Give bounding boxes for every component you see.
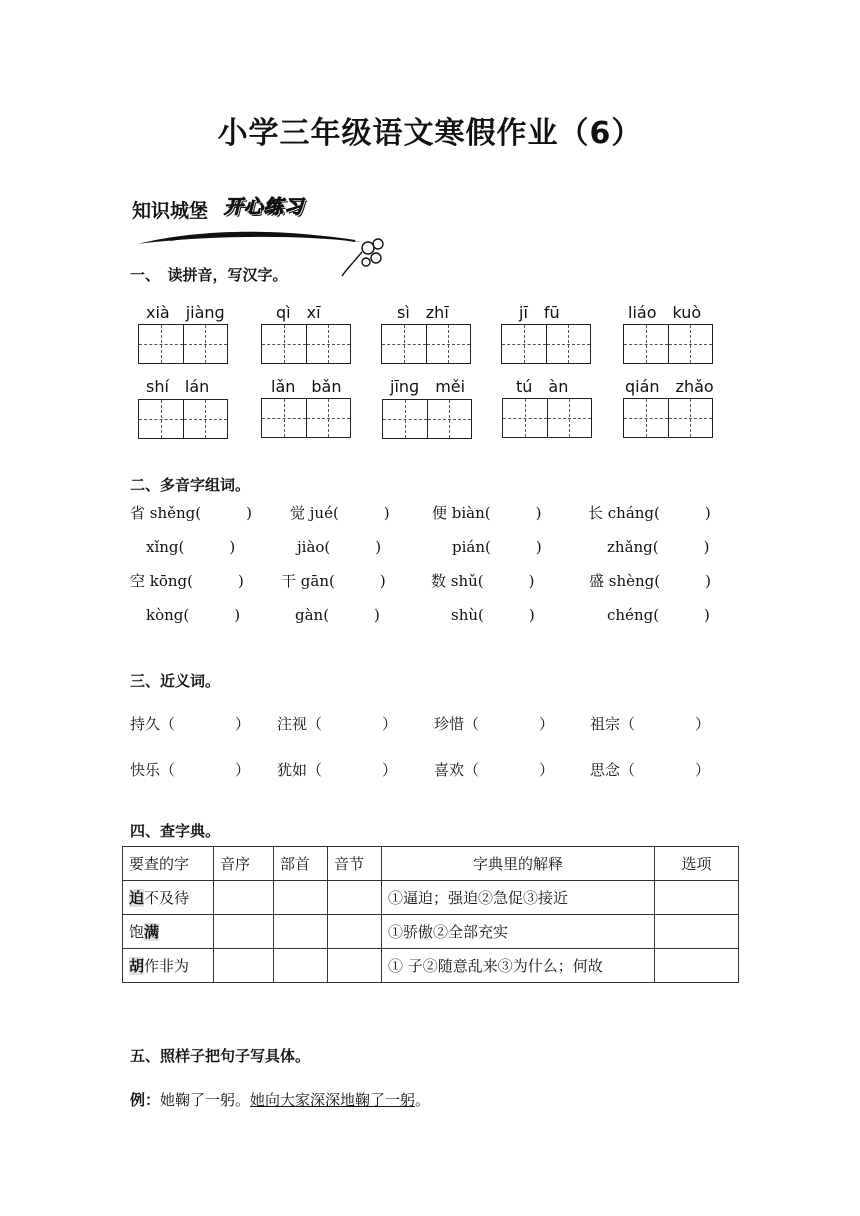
writing-box[interactable]: [261, 324, 351, 364]
synonym-item[interactable]: 思念（ ）: [590, 761, 711, 779]
column-header: 字典里的解释: [382, 847, 655, 881]
polyphone-item[interactable]: 空 kōng( ): [130, 572, 244, 590]
example-end: 。: [415, 1091, 431, 1109]
polyphone-item[interactable]: 觉 jué( ): [290, 504, 390, 522]
pinyin-label: shí lán: [146, 377, 210, 396]
answer-cell[interactable]: [655, 949, 739, 983]
synonym-item[interactable]: 持久（ ）: [130, 715, 251, 733]
writing-box[interactable]: [381, 324, 471, 364]
writing-box[interactable]: [502, 398, 592, 438]
writing-box[interactable]: [261, 398, 351, 438]
polyphone-item[interactable]: pián( ): [452, 538, 542, 556]
pinyin-label: jīnɡ měi: [390, 377, 466, 396]
query-word: 饱满: [123, 915, 214, 949]
polyphone-item[interactable]: jiào( ): [297, 538, 382, 556]
writing-box[interactable]: [623, 398, 713, 438]
answer-cell[interactable]: [274, 881, 328, 915]
pinyin-label: qì xī: [276, 303, 321, 322]
answer-cell[interactable]: [328, 881, 382, 915]
explanation-cell: ① 子②随意乱来③为什么；何故: [382, 949, 655, 983]
table-row: [123, 949, 739, 983]
example-label: 例：: [130, 1091, 161, 1109]
section1-heading: 一、 读拼音，写汉字。: [130, 266, 288, 284]
pinyin-label: liáo kuò: [628, 303, 702, 322]
answer-cell[interactable]: [274, 915, 328, 949]
pinyin-label: tú àn: [516, 377, 569, 396]
dictionary-table: [122, 846, 739, 983]
writing-box[interactable]: [382, 399, 472, 439]
section4-heading: 四、查字典。: [130, 822, 221, 840]
synonym-item[interactable]: 快乐（ ）: [130, 761, 251, 779]
banner-title: 知识城堡: [132, 200, 209, 222]
polyphone-item[interactable]: chéng( ): [607, 606, 710, 624]
synonym-item[interactable]: 喜欢（ ）: [434, 761, 555, 779]
polyphone-item[interactable]: 干 gān( ): [281, 572, 386, 590]
polyphone-item[interactable]: 数 shǔ( ): [431, 572, 535, 590]
answer-cell[interactable]: [214, 915, 274, 949]
column-header: 选项: [655, 847, 739, 881]
polyphone-item[interactable]: 长 cháng( ): [588, 504, 711, 522]
pinyin-label: sì zhī: [397, 303, 449, 322]
polyphone-item[interactable]: shù( ): [451, 606, 535, 624]
polyphone-item[interactable]: kòng( ): [146, 606, 241, 624]
banner-subtitle: 开心练习: [224, 196, 305, 218]
polyphone-item[interactable]: gàn( ): [295, 606, 380, 624]
polyphone-item[interactable]: zhǎng( ): [607, 538, 710, 556]
section2-heading: 二、多音字组词。: [130, 476, 251, 494]
section5-heading: 五、照样子把句子写具体。: [130, 1047, 311, 1065]
pinyin-label: lǎn bǎn: [271, 377, 342, 396]
polyphone-item[interactable]: xǐng( ): [146, 538, 236, 556]
pinyin-label: jī fū: [519, 303, 560, 322]
polyphone-item[interactable]: 盛 shèng( ): [589, 572, 711, 590]
polyphone-item[interactable]: 便 biàn( ): [432, 504, 542, 522]
synonym-item[interactable]: 祖宗（ ）: [590, 715, 711, 733]
column-header: 要查的字: [123, 847, 214, 881]
table-header-row: [123, 847, 739, 881]
example-plain: 她鞠了一躬。: [160, 1091, 251, 1109]
answer-cell[interactable]: [328, 915, 382, 949]
column-header: 部首: [274, 847, 328, 881]
query-word: 迫不及待: [123, 881, 214, 915]
synonym-item[interactable]: 珍惜（ ）: [434, 715, 555, 733]
writing-box[interactable]: [623, 324, 713, 364]
answer-cell[interactable]: [655, 881, 739, 915]
highlight-char: 迫: [129, 889, 145, 907]
highlight-char: 胡: [129, 957, 145, 975]
polyphone-item[interactable]: 省 shěng( ): [130, 504, 252, 522]
writing-box[interactable]: [138, 399, 228, 439]
table-row: [123, 881, 739, 915]
synonym-item[interactable]: 注视（ ）: [277, 715, 398, 733]
explanation-cell: ①骄傲②全部充实: [382, 915, 655, 949]
answer-cell[interactable]: [214, 881, 274, 915]
synonym-item[interactable]: 犹如（ ）: [277, 761, 398, 779]
pinyin-label: xià jiànɡ: [146, 303, 225, 322]
example-detail: 她向大家深深地鞠了一躬: [250, 1091, 416, 1109]
query-word: 胡作非为: [123, 949, 214, 983]
answer-cell[interactable]: [655, 915, 739, 949]
highlight-char: 满: [144, 923, 160, 941]
answer-cell[interactable]: [274, 949, 328, 983]
answer-cell[interactable]: [328, 949, 382, 983]
page-title: 小学三年级语文寒假作业（6）: [217, 116, 643, 151]
explanation-cell: ①逼迫；强迫②急促③接近: [382, 881, 655, 915]
answer-cell[interactable]: [214, 949, 274, 983]
example-sentence: [130, 1089, 430, 1110]
pinyin-label: qián zhǎo: [625, 377, 714, 396]
writing-box[interactable]: [138, 324, 228, 364]
writing-box[interactable]: [501, 324, 591, 364]
column-header: 音节: [328, 847, 382, 881]
section3-heading: 三、近义词。: [130, 672, 221, 690]
column-header: 音序: [214, 847, 274, 881]
table-row: [123, 915, 739, 949]
